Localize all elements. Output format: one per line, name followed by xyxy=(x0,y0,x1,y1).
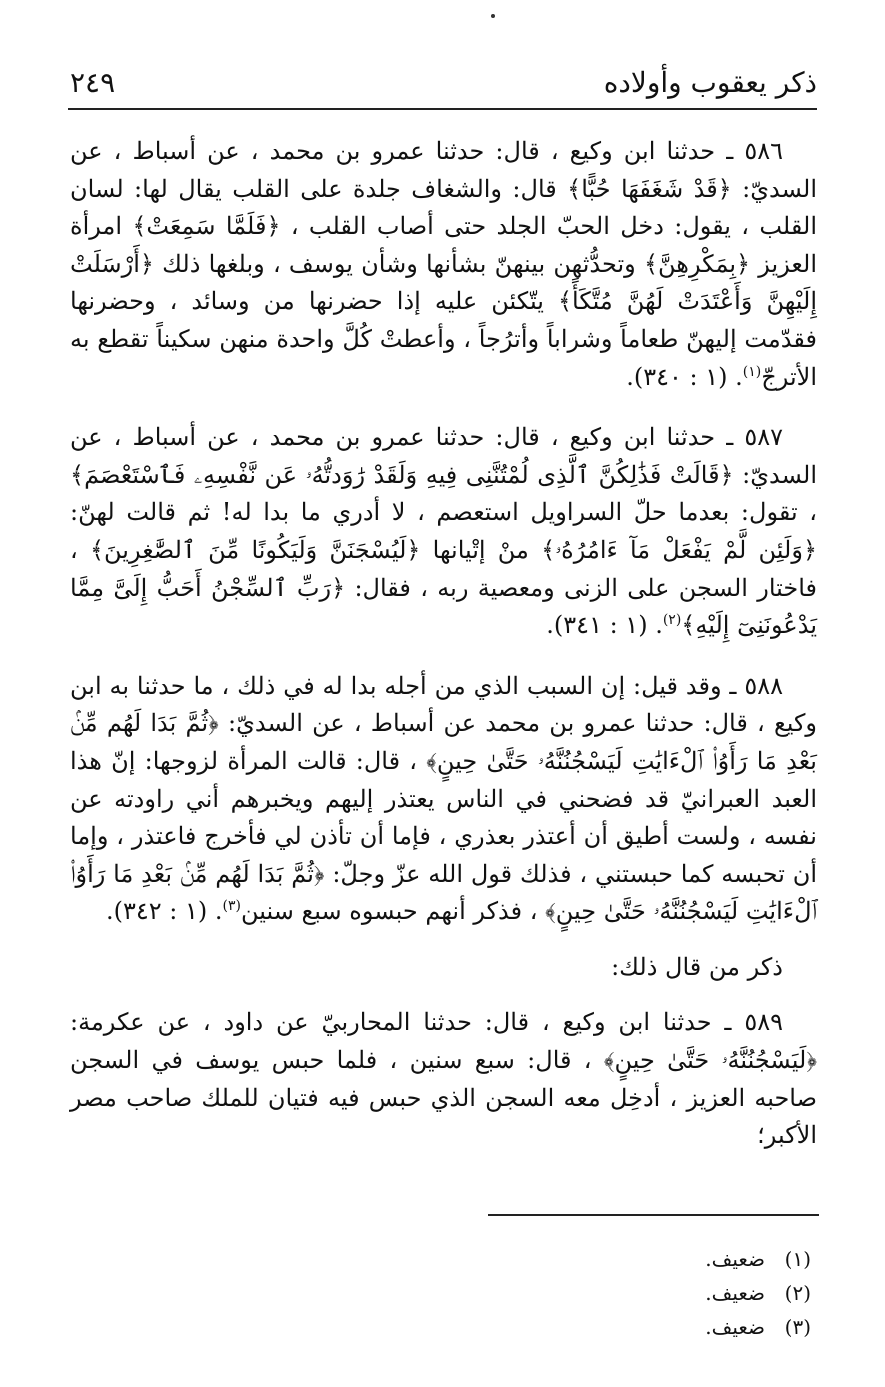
section-heading: ذكر من قال ذلك: xyxy=(611,952,783,981)
footnote-item xyxy=(70,1310,817,1344)
footnote-marker: (٣) xyxy=(222,898,242,915)
footnote-text: ضعيف. xyxy=(705,1247,765,1271)
footnote-number: (٢) xyxy=(784,1281,811,1305)
footnote-number: (١) xyxy=(784,1247,811,1271)
quran-quote: ﴿رَبِّ ٱلسِّجْنُ أَحَبُّ إِلَىَّ مِمَّا يَدْعُونَنِىٓ إِلَيْهِ﴾ xyxy=(70,573,817,640)
source-reference: (١ : ٣٤٠). xyxy=(626,362,728,391)
footnote-marker: (١) xyxy=(742,363,762,380)
paragraph-588: ٥٨٨ ـ وقد قيل: إن السبب الذي من أجله بدا له في ذلك ، ما حدثنا به ابن وكيع ، قال: حدثنا عمرو بن محمد عن أسباط ، عن السديّ: ﴿ثُمَّ بَدَا لَهُم مِّنۢ بَعْدِ مَا رَأَوُا۟ ٱلْءَايَٰتِ لَيَسْجُنُنَّهُۥ حَتَّىٰ حِينٍ﴾ ، قال: قالت المرأة لزوجها: إنّ هذا العبد العبرانيّ قد فضحني في الناس يعتذر إليهم ويخبرهم أني راودته عن نفسه ، ولست أطيق أن أعتذر بعذري ، فإما أن تأذن لي فأخرج فاعتذر ، وإما أن تحبسه كما حبستني ، فذلك قول الله عزّ وجلّ: ﴿ثُمَّ بَدَا لَهُم مِّنۢ بَعْدِ مَا رَأَوُا۟ ٱلْءَايَٰتِ لَيَسْجُنُنَّهُۥ حَتَّىٰ حِينٍ﴾ ، فذكر أنهم حبسوه سبع سنين$^{(٣)}$. (١ : ٣٤٢). xyxy=(70,671,817,926)
footnote-text: ضعيف. xyxy=(705,1315,765,1339)
page-dot-mark xyxy=(491,14,495,18)
quran-quote: ﴿وَلَئِن لَّمْ يَفْعَلْ مَآ ءَامُرُهُۥ﴾ xyxy=(541,535,818,564)
quran-quote: ﴿لَيُسْجَنَنَّ وَلَيَكُونًا مِّنَ ٱلصَّٰغِرِينَ﴾ xyxy=(89,535,421,564)
running-title: ذكر يعقوب وأولاده xyxy=(603,66,817,99)
footnote-item xyxy=(70,1242,817,1276)
source-reference: (١ : ٣٤١). xyxy=(546,611,648,640)
quran-quote: ﴿فَلَمَّا سَمِعَتْ﴾ xyxy=(132,212,281,241)
footnote-item xyxy=(70,1276,817,1310)
footnote-rule xyxy=(488,1214,819,1216)
paragraph-589: ٥٨٩ ـ حدثنا ابن وكيع ، قال: حدثنا المحاربيّ عن داود ، عن عكرمة: ﴿لَيَسْجُنُنَّهُۥ حَتَّىٰ حِينٍ﴾ ، قال: سبع سنين ، فلما حبس يوسف في السجن صاحبه العزيز ، أدخِل معه السجن الذي حبس فيه فتيان للملك صاحب مصر الأكبر؛ xyxy=(70,1008,817,1150)
source-reference: (١ : ٣٤٢). xyxy=(106,897,208,926)
paragraph-586: ٥٨٦ ـ حدثنا ابن وكيع ، قال: حدثنا عمرو بن محمد ، عن أسباط ، عن السديّ: ﴿قَدْ شَغَفَهَا حُبًّا﴾ قال: والشغاف جلدة على القلب يقال لها: لسان القلب ، يقول: دخل الحبّ الجلد حتى أصاب القلب ، ﴿فَلَمَّا سَمِعَتْ﴾ امرأة العزيز ﴿بِمَكْرِهِنَّ﴾ وتحدُّثهن بينهنّ بشأنها وشأن يوسف ، وبلغها ذلك ﴿أَرْسَلَتْ إِلَيْهِنَّ وَأَعْتَدَتْ لَهُنَّ مُتَّكَأً﴾ يتّكئن عليه إذا حضرنها من وسائد ، وحضرنها فقدّمت إليهنّ طعاماً وشراباً وأترُجاً ، وأعطتْ كُلَّ واحدة منهن سكيناً تقطع به الأترجّ$^{(١)}$. (١ : ٣٤٠). xyxy=(70,137,817,391)
footnote-number: (٣) xyxy=(784,1315,811,1339)
quran-quote: ﴿أَرْسَلَتْ إِلَيْهِنَّ وَأَعْتَدَتْ لَهُنَّ مُتَّكَأً﴾ xyxy=(70,249,817,316)
running-header xyxy=(70,66,817,106)
footnote-text: ضعيف. xyxy=(705,1281,765,1305)
main-text xyxy=(70,133,817,1155)
page-number: ٢٤٩ xyxy=(70,66,116,99)
quran-quote: ﴿ثُمَّ بَدَا لَهُم مِّنۢ بَعْدِ مَا رَأَوُا۟ ٱلْءَايَٰتِ لَيَسْجُنُنَّهُۥ حَتَّىٰ حِينٍ﴾ xyxy=(70,859,817,926)
quran-quote: ﴿لَيَسْجُنُنَّهُۥ حَتَّىٰ حِينٍ﴾ xyxy=(603,1046,817,1075)
footnote-marker: (٢) xyxy=(662,612,682,629)
footnotes xyxy=(70,1242,817,1344)
quran-quote: ﴿ثُمَّ بَدَا لَهُم مِّنۢ بَعْدِ مَا رَأَوُا۟ ٱلْءَايَٰتِ لَيَسْجُنُنَّهُۥ حَتَّىٰ حِينٍ﴾ xyxy=(70,709,817,775)
quran-quote: ﴿قَدْ شَغَفَهَا حُبًّا﴾ xyxy=(567,174,732,203)
header-rule xyxy=(68,108,817,110)
quran-quote: ﴿بِمَكْرِهِنَّ﴾ xyxy=(643,249,751,278)
quran-quote: ﴿قَالَتْ فَذَٰلِكُنَّ ٱلَّذِى لُمْتُنَّنِى فِيهِ وَلَقَدْ رَٰوَدتُّهُۥ عَن نَّفْسِهِۦ فَٱسْتَعْصَمَ﴾ xyxy=(70,460,734,489)
paragraph-587: ٥٨٧ ـ حدثنا ابن وكيع ، قال: حدثنا عمرو بن محمد ، عن أسباط ، عن السديّ: ﴿قَالَتْ فَذَٰلِكُنَّ ٱلَّذِى لُمْتُنَّنِى فِيهِ وَلَقَدْ رَٰوَدتُّهُۥ عَن نَّفْسِهِۦ فَٱسْتَعْصَمَ﴾ ، تقول: بعدما حلّ السراويل استعصم ، لا أدري ما بدا له! ثم قالت لهنّ: ﴿وَلَئِن لَّمْ يَفْعَلْ مَآ ءَامُرُهُۥ﴾ منْ إتْيانها ﴿لَيُسْجَنَنَّ وَلَيَكُونًا مِّنَ ٱلصَّٰغِرِينَ﴾ ، فاختار السجن على الزنى ومعصية ربه ، فقال: ﴿رَبِّ ٱلسِّجْنُ أَحَبُّ إِلَىَّ مِمَّا يَدْعُونَنِىٓ إِلَيْهِ﴾$^{(٢)}$. (١ : ٣٤١). xyxy=(70,423,818,640)
